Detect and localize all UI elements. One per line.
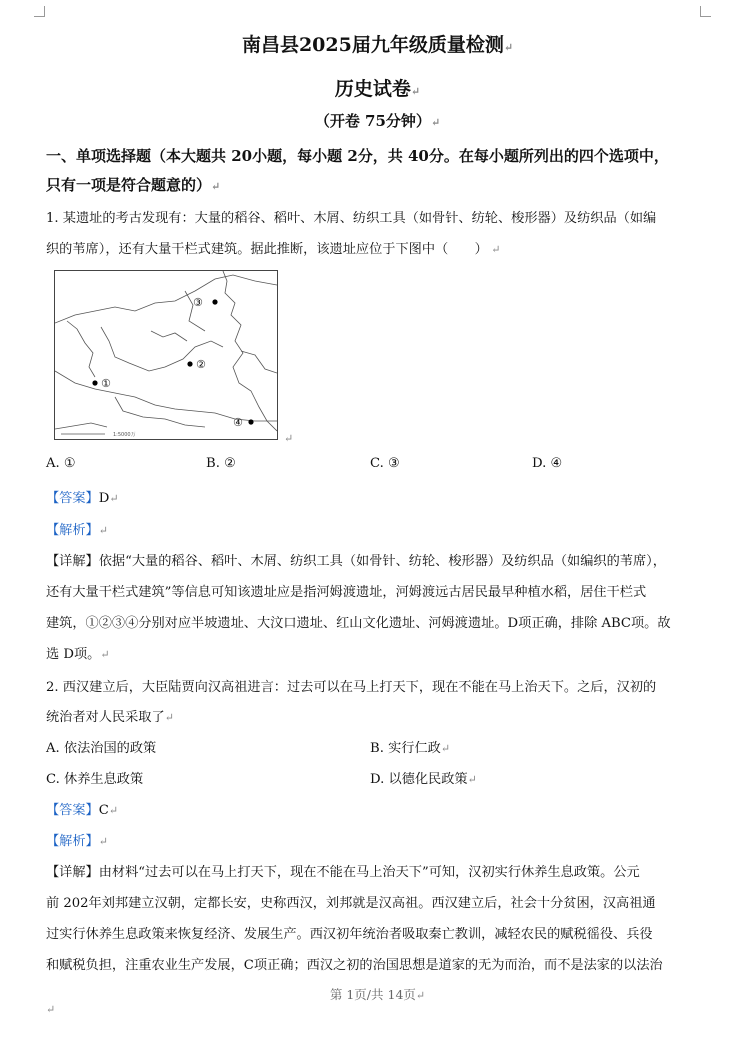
page-footer	[0, 985, 755, 1003]
q2-detail-line2: 前 202年刘邦建立汉朝，定都长安，史称西汉，刘邦就是汉高祖。西汉建立后，社会十分贫困，汉高祖通	[46, 896, 656, 911]
paragraph-mark: ↵	[98, 835, 108, 848]
q1-answer-value: D	[98, 491, 110, 506]
paragraph-mark: ↵	[467, 773, 477, 786]
q1-stem-line1: 1. 某遗址的考古发现有：大量的稻谷、稻叶、木屑、纺织工具（如骨针、纺轮、梭形器）及纺织品（如编	[46, 211, 657, 226]
q1-detail-text-4: 选 D项。	[46, 647, 101, 662]
paragraph-mark: ↵	[440, 742, 451, 755]
paragraph-mark: ↵	[503, 41, 514, 54]
q2-option-d-text: D. 以德化民政策	[370, 772, 468, 787]
paragraph-mark: ↵	[98, 524, 108, 537]
q2-detail-line4: 和赋税负担，注重农业生产发展，C项正确；西汉之初的治国思想是道家的无为而治，而不是法家的以法治	[46, 958, 663, 973]
corner-mark-top-left	[34, 6, 45, 17]
paragraph-mark: ↵	[430, 116, 441, 129]
map-site-3-dot	[212, 299, 217, 304]
analysis-tag: 【解析】	[46, 834, 99, 849]
q2-analysis	[46, 830, 108, 849]
q2-answer	[46, 799, 118, 818]
q1-detail-text-1: 依据“大量的稻谷、稻叶、木屑、纺织工具（如骨针、纺轮、梭形器）及纺织品（如编织的苇席），	[98, 554, 666, 569]
q2-stem-line2	[46, 706, 174, 725]
page-number: 第 1页/共 14页	[329, 987, 416, 1002]
analysis-tag: 【解析】	[46, 523, 99, 538]
q1-stem-line2-text: 织的苇席），还有大量干栏式建筑。据此推断，该遗址应位于下图中（ ）	[46, 242, 488, 257]
map-site-1-dot	[92, 380, 97, 385]
q1-detail-line2: 还有大量干栏式建筑”等信息可知该遗址应是指河姆渡遗址，河姆渡远古居民最早种植水稻，居住干栏式	[46, 585, 647, 600]
map-site-4-dot	[248, 419, 253, 424]
paragraph-mark: ↵	[109, 492, 119, 505]
q2-option-c: C. 休养生息政策	[46, 772, 144, 787]
subject-title-text: 历史试卷	[334, 78, 411, 100]
q1-option-a: A. ①	[46, 456, 76, 471]
map-label-1: ①	[101, 377, 111, 390]
q2-detail-text-1: 由材料“过去可以在马上打天下，现在不能在马上治天下”可知，汉初实行休养生息政策。公元	[98, 865, 640, 880]
q2-detail-line1	[46, 861, 640, 880]
subject-title	[0, 74, 755, 101]
map-scale-label: 1:5000万	[113, 432, 136, 438]
paragraph-mark: ↵	[410, 85, 421, 98]
q1-stem-line2	[46, 238, 501, 257]
q1-detail-line4	[46, 643, 110, 662]
q1-map-figure	[54, 270, 278, 440]
paragraph-mark: ↵	[100, 648, 110, 661]
q1-option-c: C. ③	[370, 456, 400, 471]
q1-analysis	[46, 519, 108, 538]
paragraph-mark: ↵	[284, 432, 294, 445]
q1-detail-line3: 建筑，①②③④分别对应半坡遗址、大汶口遗址、红山文化遗址、河姆渡遗址。D项正确，排除 ABC项。故	[46, 616, 671, 631]
map-site-2-dot	[187, 361, 192, 366]
exam-type-text: （开卷 75分钟）	[314, 112, 431, 130]
q2-option-d	[370, 768, 477, 787]
q1-map-svg	[55, 271, 277, 439]
map-label-3: ③	[193, 296, 203, 309]
detail-tag: 【详解】	[46, 865, 99, 880]
detail-tag: 【详解】	[46, 554, 99, 569]
q1-detail-line1	[46, 550, 666, 569]
answer-tag: 【答案】	[46, 803, 99, 818]
q1-option-b: B. ②	[206, 456, 236, 471]
q2-answer-value: C	[98, 803, 109, 818]
q1-option-d: D. ④	[532, 456, 563, 471]
paragraph-mark: ↵	[108, 804, 119, 817]
q2-detail-line3: 过实行休养生息政策来恢复经济、发展生产。西汉初年统治者吸取秦亡教训，减轻农民的赋税徭役、兵役	[46, 927, 653, 942]
exam-title	[0, 30, 755, 57]
paragraph-mark: ↵	[164, 711, 174, 724]
q2-option-a: A. 依法治国的政策	[46, 741, 157, 756]
q2-stem-line2-text: 统治者对人民采取了	[46, 710, 165, 725]
q2-option-b	[370, 737, 450, 756]
q2-stem-line1: 2. 西汉建立后，大臣陆贾向汉高祖进言：过去可以在马上打天下，现在不能在马上治天下。之后，汉初的	[46, 680, 657, 695]
paragraph-mark: ↵	[415, 989, 426, 1002]
map-label-4: ④	[233, 416, 243, 429]
section-heading-line2	[46, 174, 220, 195]
paragraph-mark: ↵	[46, 1003, 56, 1016]
exam-type	[0, 110, 755, 131]
section-heading-line1: 一、单项选择题（本大题共 20小题，每小题 2分，共 40分。在每小题所列出的四个选项中，	[46, 147, 669, 165]
corner-mark-top-right	[700, 6, 711, 17]
paragraph-mark: ↵	[487, 243, 501, 256]
map-label-2: ②	[196, 358, 206, 371]
q1-answer	[46, 487, 119, 506]
exam-title-text: 南昌县2025届九年级质量检测	[241, 34, 504, 56]
section-heading-line2-text: 只有一项是符合题意的）	[46, 176, 212, 194]
answer-tag: 【答案】	[46, 491, 99, 506]
paragraph-mark: ↵	[211, 180, 221, 193]
q2-option-b-text: B. 实行仁政	[370, 741, 441, 756]
